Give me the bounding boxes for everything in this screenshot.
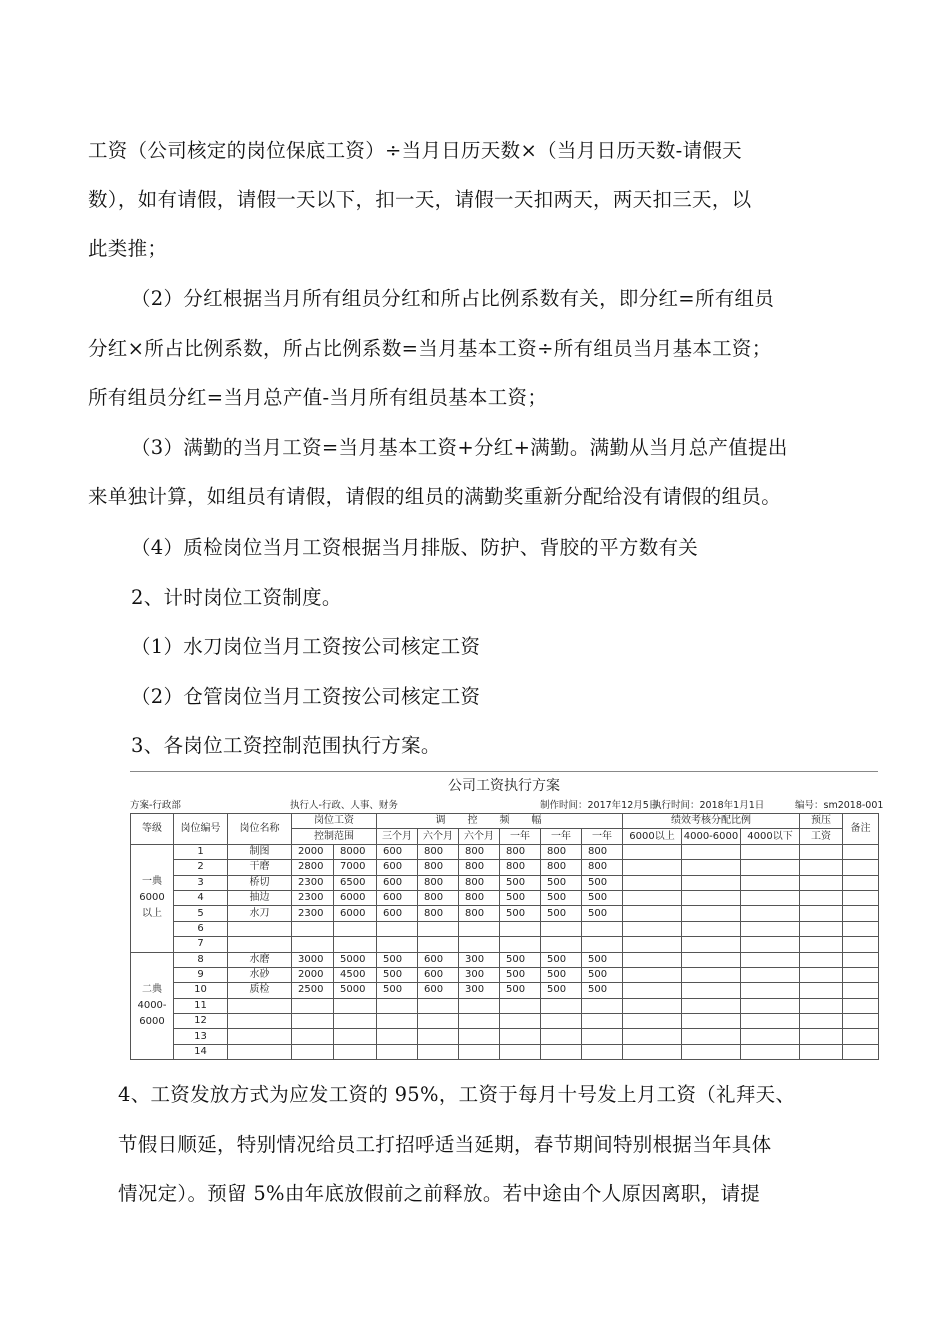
table-row [131,1014,879,1029]
header-grade: 等级 [131,814,174,845]
grade-line: 6000 [139,1015,165,1027]
empty-cell [741,921,800,936]
table-row [131,967,879,982]
header-period: 三个月 [377,829,418,844]
adjust-cell [500,937,541,952]
table-row [131,906,879,921]
empty-cell [800,1014,843,1029]
empty-cell [800,860,843,875]
empty-cell [682,1044,741,1059]
adjust-cell [377,937,418,952]
empty-cell [623,860,682,875]
adjust-cell [582,1044,623,1059]
post-no-cell: 6 [174,921,228,936]
empty-cell [800,952,843,967]
adjust-cell: 500 [582,890,623,905]
grade-line: 6000 [139,892,165,904]
adjust-cell: 800 [500,844,541,859]
adjust-cell: 500 [582,906,623,921]
header-perf-col: 4000以下 [741,829,800,844]
empty-cell [741,890,800,905]
empty-cell [741,952,800,967]
adjust-cell [582,1014,623,1029]
empty-cell [741,860,800,875]
adjust-cell: 600 [377,875,418,890]
range-min-cell: 2000 [292,967,334,982]
empty-cell [843,860,879,875]
range-min-cell: 2000 [292,844,334,859]
adjust-cell: 800 [582,860,623,875]
range-min-cell: 2300 [292,906,334,921]
adjust-cell: 800 [418,890,459,905]
range-max-cell [334,1014,377,1029]
table-title: 公司工资执行方案 [130,771,878,800]
adjust-cell [541,998,582,1013]
range-max-cell: 6000 [334,890,377,905]
empty-cell [800,937,843,952]
empty-cell [623,983,682,998]
paragraph-line: 工资（公司核定的岗位保底工资）÷当月日历天数×（当月日历天数-请假天 [88,139,742,162]
empty-cell [623,1014,682,1029]
empty-cell [843,983,879,998]
grade-line: 以上 [142,908,162,920]
grade-cell [131,844,174,952]
post-name-cell [228,1029,292,1044]
adjust-cell: 500 [500,967,541,982]
empty-cell [741,1029,800,1044]
adjust-cell [459,921,500,936]
adjust-cell [377,998,418,1013]
empty-cell [843,844,879,859]
table-row [131,1044,879,1059]
empty-cell [623,967,682,982]
adjust-cell: 300 [459,967,500,982]
adjust-cell: 800 [459,860,500,875]
paragraph-line: （2）分红根据当月所有组员分红和所占比例系数有关，即分红=所有组员 [131,287,775,310]
empty-cell [682,921,741,936]
header-period: 一年 [500,829,541,844]
range-max-cell [334,921,377,936]
paragraph-line: 情况定）。预留 5%由年底放假前之前释放。若中途由个人原因离职，请提 [118,1182,761,1205]
adjust-cell: 300 [459,952,500,967]
empty-cell [741,937,800,952]
adjust-cell [377,1014,418,1029]
adjust-cell: 800 [418,844,459,859]
range-max-cell [334,998,377,1013]
post-no-cell: 7 [174,937,228,952]
table-plan: 方案-行政部 [130,800,181,811]
adjust-cell: 500 [541,890,582,905]
post-name-cell: 干磨 [228,860,292,875]
empty-cell [682,983,741,998]
section-heading: 2、计时岗位工资制度。 [131,586,342,609]
empty-cell [800,875,843,890]
adjust-cell [418,1029,459,1044]
adjust-cell: 500 [377,983,418,998]
header-adjust: 调控频幅 [377,814,623,829]
empty-cell [623,890,682,905]
adjust-cell: 500 [541,983,582,998]
adjust-cell: 800 [418,906,459,921]
salary-grid-body [131,844,879,1059]
adjust-cell [377,1029,418,1044]
adjust-cell: 500 [500,875,541,890]
adjust-cell: 800 [541,844,582,859]
table-row [131,998,879,1013]
adjust-cell: 500 [377,952,418,967]
adjust-cell [459,1044,500,1059]
post-name-cell [228,1014,292,1029]
adjust-cell: 800 [459,875,500,890]
empty-cell [623,937,682,952]
adjust-cell [500,921,541,936]
empty-cell [800,983,843,998]
adjust-cell [500,998,541,1013]
empty-cell [682,844,741,859]
paragraph-line: 节假日顺延，特别情况给员工打招呼适当延期，春节期间特别根据当年具体 [118,1133,772,1156]
post-name-cell: 水刀 [228,906,292,921]
range-min-cell [292,1029,334,1044]
adjust-cell: 500 [582,875,623,890]
empty-cell [843,1029,879,1044]
empty-cell [623,1044,682,1059]
range-min-cell: 2300 [292,875,334,890]
adjust-cell [418,1014,459,1029]
table-row [131,890,879,905]
adjust-cell [418,1044,459,1059]
adjust-cell [582,998,623,1013]
adjust-cell: 600 [377,906,418,921]
adjust-cell: 800 [500,860,541,875]
empty-cell [843,998,879,1013]
header-pre-line2: 工资 [800,829,843,844]
adjust-cell [377,921,418,936]
empty-cell [682,875,741,890]
empty-cell [623,844,682,859]
header-range-line2: 控制范围 [292,829,377,844]
header-period: 一年 [541,829,582,844]
post-no-cell: 2 [174,860,228,875]
adjust-cell [541,1029,582,1044]
adjust-cell: 600 [377,844,418,859]
table-row [131,875,879,890]
post-no-cell: 8 [174,952,228,967]
adjust-cell: 300 [459,983,500,998]
table-row [131,983,879,998]
empty-cell [843,906,879,921]
adjust-cell [459,937,500,952]
empty-cell [843,890,879,905]
salary-plan-table [130,771,884,1061]
range-min-cell: 2300 [292,890,334,905]
paragraph-line: 4、工资发放方式为应发工资的 95%，工资于每月十号发上月工资（礼拜天、 [118,1083,796,1106]
range-max-cell: 8000 [334,844,377,859]
paragraph-line: （4）质检岗位当月工资根据当月排版、防护、背胶的平方数有关 [131,536,699,559]
adjust-cell: 800 [459,890,500,905]
adjust-cell: 500 [541,952,582,967]
salary-grid [130,813,879,1060]
adjust-cell [541,1014,582,1029]
adjust-cell: 600 [377,860,418,875]
table-code: 编号：sm2018-001 [795,800,884,811]
table-made-time: 制作时间：2017年12月5日 [540,800,659,811]
header-perf: 绩效考核分配比例 [623,814,800,829]
empty-cell [623,952,682,967]
adjust-cell [459,1029,500,1044]
header-perf-col: 4000-6000 [682,829,741,844]
empty-cell [800,967,843,982]
range-max-cell: 4500 [334,967,377,982]
post-name-cell: 抽边 [228,890,292,905]
adjust-cell [500,1044,541,1059]
table-row [131,1029,879,1044]
header-pre-line1: 预压 [800,814,843,829]
empty-cell [843,967,879,982]
adjust-cell: 500 [500,906,541,921]
empty-cell [623,875,682,890]
empty-cell [682,860,741,875]
post-name-cell: 桥切 [228,875,292,890]
empty-cell [843,875,879,890]
table-row [131,844,879,859]
post-no-cell: 5 [174,906,228,921]
post-name-cell: 制图 [228,844,292,859]
paragraph-line: （2）仓管岗位当月工资按公司核定工资 [131,685,481,708]
empty-cell [682,937,741,952]
header-period: 一年 [582,829,623,844]
table-exec-time: 执行时间：2018年1月1日 [652,800,765,811]
empty-cell [741,998,800,1013]
empty-cell [682,967,741,982]
empty-cell [682,952,741,967]
range-min-cell: 2500 [292,983,334,998]
adjust-cell [500,1029,541,1044]
header-range-line1: 岗位工资 [292,814,377,829]
header-period: 六个月 [418,829,459,844]
section-heading: 3、各岗位工资控制范围执行方案。 [131,734,441,757]
empty-cell [741,1014,800,1029]
paragraph-line: 数），如有请假，请假一天以下，扣一天，请假一天扣两天，两天扣三天，以 [88,188,752,211]
empty-cell [682,906,741,921]
empty-cell [843,1014,879,1029]
table-row [131,921,879,936]
adjust-cell: 800 [541,860,582,875]
post-name-cell [228,998,292,1013]
adjust-cell: 500 [500,952,541,967]
grade-line: 二典 [142,983,162,995]
range-max-cell: 6500 [334,875,377,890]
adjust-cell: 500 [582,983,623,998]
adjust-cell: 600 [377,890,418,905]
range-max-cell: 7000 [334,860,377,875]
post-no-cell: 10 [174,983,228,998]
post-no-cell: 3 [174,875,228,890]
grade-line: 一典 [142,876,162,888]
empty-cell [623,921,682,936]
empty-cell [800,1044,843,1059]
empty-cell [843,1044,879,1059]
empty-cell [800,921,843,936]
post-no-cell: 11 [174,998,228,1013]
empty-cell [682,998,741,1013]
post-name-cell: 水磨 [228,952,292,967]
empty-cell [800,1029,843,1044]
range-max-cell: 5000 [334,952,377,967]
post-no-cell: 14 [174,1044,228,1059]
adjust-cell [541,921,582,936]
table-row [131,952,879,967]
empty-cell [800,844,843,859]
adjust-cell [459,1014,500,1029]
range-min-cell: 2800 [292,860,334,875]
adjust-cell: 800 [582,844,623,859]
empty-cell [682,890,741,905]
adjust-cell: 500 [582,952,623,967]
adjust-cell: 600 [418,983,459,998]
post-name-cell [228,937,292,952]
adjust-cell [377,1044,418,1059]
range-max-cell [334,937,377,952]
adjust-cell [418,998,459,1013]
range-max-cell: 6000 [334,906,377,921]
adjust-cell: 500 [541,906,582,921]
adjust-cell: 800 [459,844,500,859]
post-no-cell: 1 [174,844,228,859]
adjust-cell: 500 [541,967,582,982]
range-max-cell [334,1029,377,1044]
adjust-cell: 800 [418,875,459,890]
adjust-cell: 500 [377,967,418,982]
adjust-cell [541,937,582,952]
empty-cell [623,998,682,1013]
range-min-cell [292,1014,334,1029]
post-name-cell [228,921,292,936]
paragraph-line: 分红×所占比例系数，所占比例系数=当月基本工资÷所有组员当月基本工资； [88,337,772,360]
range-min-cell: 3000 [292,952,334,967]
empty-cell [843,921,879,936]
header-note: 备注 [843,814,879,845]
empty-cell [800,998,843,1013]
adjust-cell [418,921,459,936]
empty-cell [741,906,800,921]
empty-cell [800,890,843,905]
adjust-cell [418,937,459,952]
adjust-cell: 500 [500,983,541,998]
empty-cell [623,1029,682,1044]
adjust-cell [582,937,623,952]
header-perf-col: 6000以上 [623,829,682,844]
range-min-cell [292,998,334,1013]
adjust-cell [582,921,623,936]
post-name-cell: 质检 [228,983,292,998]
adjust-cell: 500 [541,875,582,890]
empty-cell [741,983,800,998]
empty-cell [741,967,800,982]
adjust-cell: 800 [418,860,459,875]
grade-line: 4000- [137,999,167,1011]
adjust-cell [582,1029,623,1044]
range-min-cell [292,921,334,936]
empty-cell [741,844,800,859]
grade-cell [131,952,174,1060]
empty-cell [682,1029,741,1044]
empty-cell [623,906,682,921]
empty-cell [682,1014,741,1029]
adjust-cell: 600 [418,967,459,982]
header-post-no: 岗位编号 [174,814,228,845]
empty-cell [843,952,879,967]
range-min-cell [292,1044,334,1059]
range-min-cell [292,937,334,952]
range-max-cell [334,1044,377,1059]
table-executor: 执行人-行政、人事、财务 [290,800,398,811]
post-no-cell: 13 [174,1029,228,1044]
adjust-cell: 500 [582,967,623,982]
adjust-cell: 800 [459,906,500,921]
paragraph-line: （1）水刀岗位当月工资按公司核定工资 [131,635,481,658]
empty-cell [800,906,843,921]
adjust-cell: 600 [418,952,459,967]
post-name-cell [228,1044,292,1059]
range-max-cell: 5000 [334,983,377,998]
paragraph-line: 此类推； [88,237,168,260]
post-no-cell: 12 [174,1014,228,1029]
adjust-cell [500,1014,541,1029]
paragraph-line: （3）满勤的当月工资=当月基本工资+分红+满勤。满勤从当月总产值提出 [131,436,788,459]
adjust-cell [541,1044,582,1059]
post-name-cell: 水砂 [228,967,292,982]
empty-cell [741,1044,800,1059]
adjust-cell [459,998,500,1013]
header-post-name: 岗位名称 [228,814,292,845]
table-row [131,937,879,952]
post-no-cell: 9 [174,967,228,982]
adjust-cell: 500 [500,890,541,905]
post-no-cell: 4 [174,890,228,905]
empty-cell [843,937,879,952]
table-row [131,860,879,875]
header-period: 六个月 [459,829,500,844]
empty-cell [741,875,800,890]
paragraph-line: 所有组员分红=当月总产值-当月所有组员基本工资； [88,386,548,409]
paragraph-line: 来单独计算，如组员有请假，请假的组员的满勤奖重新分配给没有请假的组员。 [88,485,782,508]
